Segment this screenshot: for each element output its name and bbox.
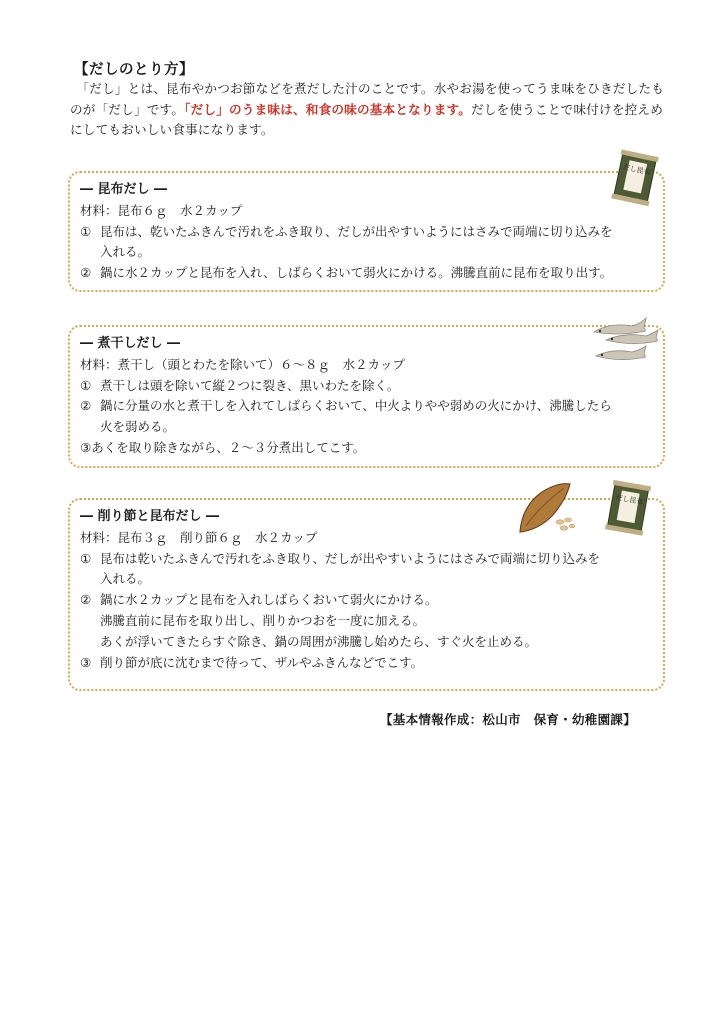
step-item [80, 376, 658, 397]
step-line: 削り節が底に沈むまで待って、ザルやふきんなどでこす。 [100, 654, 424, 670]
niboshi-fish-icon [588, 312, 666, 370]
intro-paragraph [70, 79, 670, 141]
step-number: ③ [80, 654, 92, 670]
konbu-package-icon [606, 148, 666, 208]
section-title: ― 昆布だし ― [80, 182, 168, 197]
section-title: ― 削り節と昆布だし ― [80, 509, 220, 524]
step-item [80, 263, 658, 284]
step-line: 入れる。 [100, 244, 151, 260]
step-item [80, 653, 658, 674]
step-line: 火を弱める。 [100, 419, 176, 435]
step-line: 昆布は乾いたふきんで汚れをふき取り、だしが出やすいようにはさみで両端に切り込みを [100, 550, 601, 566]
section-materials: 材料：煮干し（頭とわたを除いて）６～８ｇ 水２カップ [80, 356, 405, 372]
step-line: 鍋に水２カップと昆布を入れしばらくおいて弱火にかける。 [100, 592, 438, 608]
step-item [80, 222, 658, 264]
step-line: 昆布は、乾いたふきんで汚れをふき取り、だしが出やすいようにはさみで両端に切り込みを [100, 223, 613, 239]
step-line: 入れる。 [100, 571, 151, 587]
step-number: ② [80, 592, 92, 608]
konbu-package-icon [598, 478, 660, 538]
katsuobushi-icon [512, 478, 578, 536]
step-number: ② [80, 398, 92, 414]
niboshi-dashi-section [68, 325, 665, 468]
intro-text-1: 「だし」とは、昆布やかつお節などを煮だした汁のことです。水やお湯を使ってうま味をひきだしたものが「だし」です。 [70, 81, 664, 117]
section-materials: 材料：昆布６ｇ 水２カップ [80, 202, 243, 218]
step-line: ③あくを取り除きながら、２～３分煮出してこす。 [80, 439, 366, 455]
step-number: ① [80, 223, 92, 239]
step-number: ① [80, 377, 92, 393]
section-title: ― 煮干しだし ― [80, 336, 181, 351]
step-line: 煮干しは頭を除いて縦２つに裂き、黒いわたを除く。 [100, 377, 400, 393]
section-materials: 材料：昆布３ｇ 削り節６ｇ 水２カップ [80, 529, 318, 545]
step-number: ① [80, 550, 92, 566]
step-line: あくが浮いてきたらすぐ除き、鍋の周囲が沸騰し始めたら、すぐ火を止める。 [100, 633, 538, 649]
footer-credit: 【基本情報作成：松山市 保育・幼稚園課】 [380, 712, 637, 727]
intro-text-2: だしを使うことで味付けを控えめにしてもおいしい食事になります。 [70, 101, 663, 137]
step-line: 鍋に分量の水と煮干しを入れてしばらくおいて、中火よりやや弱めの火にかけ、沸騰したら [100, 398, 612, 414]
step-item [80, 549, 658, 591]
konbu-dashi-section [68, 171, 665, 292]
step-line: 鍋に水２カップと昆布を入れ、しばらくおいて弱火にかける。沸騰直前に昆布を取り出す。 [100, 265, 613, 281]
intro-emphasis: 「だし」のうま味は、和食の味の基本となります。 [184, 101, 472, 117]
step-item [80, 590, 658, 652]
package-label: だし昆布 [622, 163, 652, 177]
step-item [80, 396, 658, 438]
step-number: ② [80, 265, 92, 281]
package-label: だし昆布 [614, 493, 644, 507]
step-line: 沸騰直前に昆布を取り出し、削りかつおを一度に加える。 [100, 612, 426, 628]
page-title: 【だしのとり方】 [74, 62, 194, 78]
